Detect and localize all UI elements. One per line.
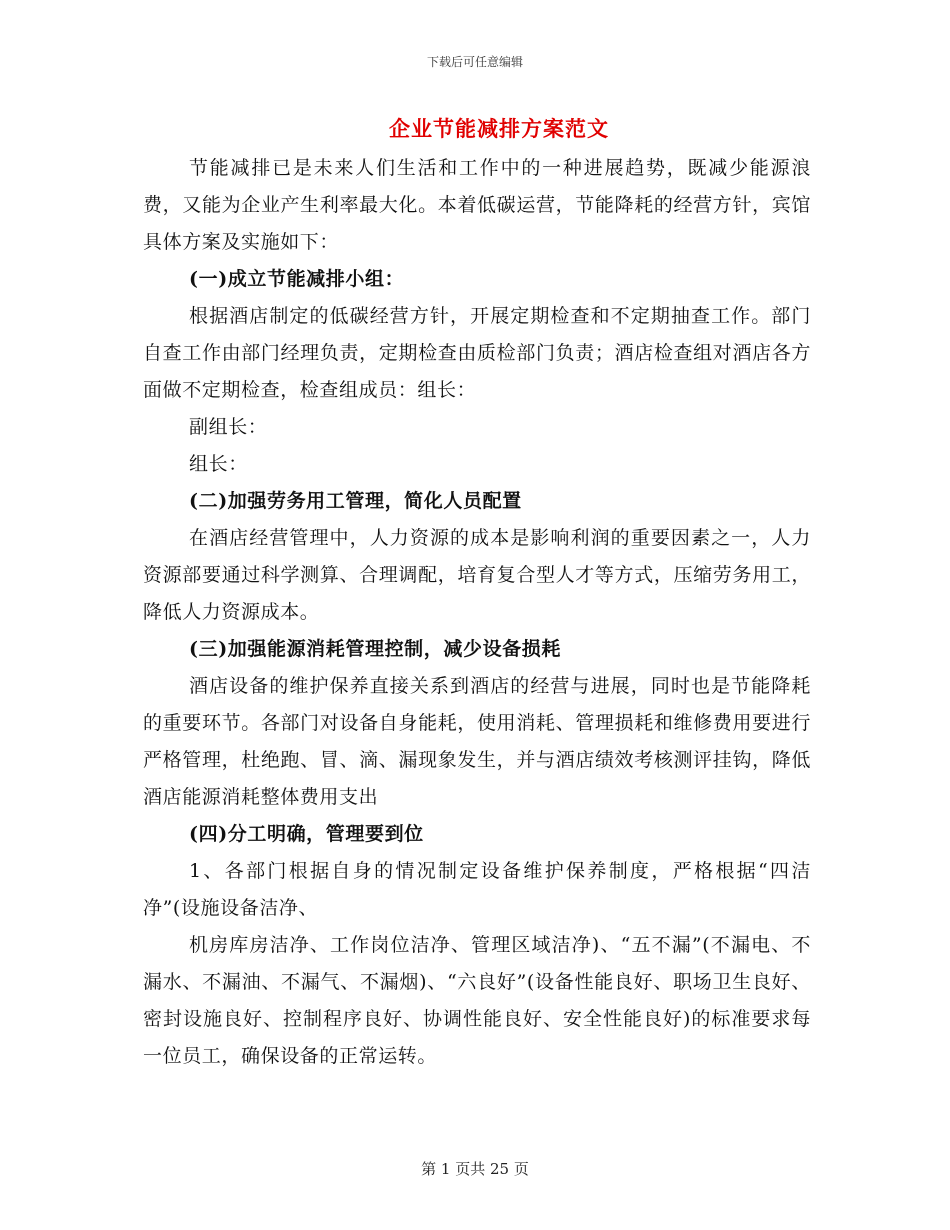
paragraph-section-1: 根据酒店制定的低碳经营方针，开展定期检查和不定期抽查工作。部门自查工作由部门经理负责，定期检查由质检部门负责；酒店检查组对酒店各方面做不定期检查，检查组成员：组长： (143, 305, 811, 401)
page-header: 下载后可任意编辑 (426, 55, 523, 69)
paragraph-deputy-leader: 副组长： (189, 416, 268, 438)
paragraph-section-4-continued: 机房库房洁净、工作岗位洁净、管理区域洁净)、“五不漏”(不漏电、不漏水、不漏油、不漏气、不漏烟)、“六良好”(设备性能良好、职场卫生良好、密封设施良好、控制程序良好、协调性能良好、安全性能良好)的标准要求每一位员工，确保设备的正常运转。 (143, 934, 811, 1067)
section-heading-4: (四)分工明确，管理要到位 (189, 823, 424, 845)
section-heading-1: (一)成立节能减排小组： (189, 268, 405, 290)
document-title: 企业节能减排方案范文 (389, 116, 609, 141)
document-body (143, 150, 811, 1075)
section-heading-2: (二)加强劳务用工管理，简化人员配置 (189, 490, 522, 512)
page-footer: 第 1 页共 25 页 (421, 1160, 529, 1178)
section-heading-3: (三)加强能源消耗管理控制，减少设备损耗 (189, 638, 561, 660)
paragraph-leader: 组长： (189, 453, 248, 475)
paragraph-section-4-item-1: 1、各部门根据自身的情况制定设备维护保养制度，严格根据“四洁净”(设施设备洁净、 (143, 860, 811, 919)
paragraph-intro: 节能减排已是未来人们生活和工作中的一种进展趋势，既减少能源浪费，又能为企业产生利率最大化。本着低碳运营，节能降耗的经营方针，宾馆具体方案及实施如下： (143, 157, 811, 253)
paragraph-section-3: 酒店设备的维护保养直接关系到酒店的经营与进展，同时也是节能降耗的重要环节。各部门对设备自身能耗，使用消耗、管理损耗和维修费用要进行严格管理，杜绝跑、冒、滴、漏现象发生，并与酒店绩效考核测评挂钩，降低酒店能源消耗整体费用支出 (143, 675, 811, 808)
paragraph-section-2: 在酒店经营管理中，人力资源的成本是影响利润的重要因素之一，人力资源部要通过科学测算、合理调配，培育复合型人才等方式，压缩劳务用工，降低人力资源成本。 (143, 527, 811, 623)
